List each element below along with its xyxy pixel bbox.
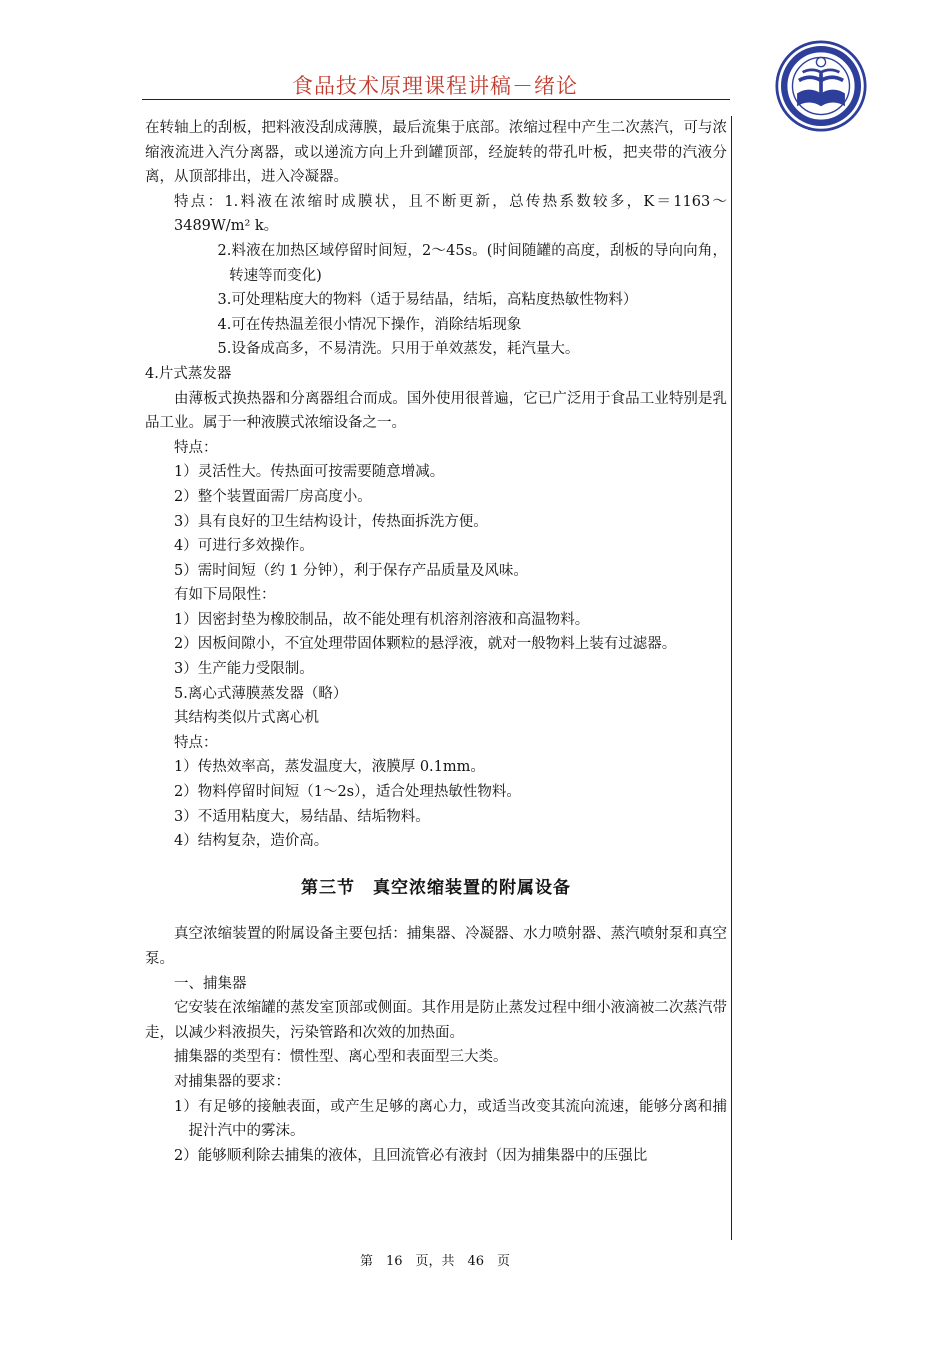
page-body: [145, 116, 727, 1168]
list-item: 1）有足够的接触表面，或产生足够的离心力，或适当改变其流向流速，能够分离和捕捉汁汽中的雾沫。: [174, 1098, 727, 1140]
paragraph: 捕集器的类型有：惯性型、离心型和表面型三大类。: [174, 1049, 508, 1066]
paragraph: 在转轴上的刮板，把料液没刮成薄膜，最后流集于底部。浓缩过程中产生二次蒸汽，可与浓缩液流进入汽分离器，或以递流方向上升到罐顶部，经旋转的带孔叶板，把夹带的汽液分离，从顶部排出，进入冷凝器。: [145, 120, 727, 186]
list-item: 2）因板间隙小，不宜处理带固体颗粒的悬浮液，就对一般物料上装有过滤器。: [174, 636, 677, 653]
list-item: 1）灵活性大。传热面可按需要随意增减。: [174, 464, 445, 481]
section-title: 第三节 真空浓缩装置的附属设备: [301, 877, 571, 898]
subheading: 5.离心式薄膜蒸发器（略）: [174, 685, 348, 702]
list-item: 5）需时间短（约 1 分钟），利于保存产品质量及风味。: [174, 562, 528, 579]
list-item: 3.可处理粘度大的物料（适于易结晶，结垢，高粘度热敏性物料）: [217, 292, 638, 309]
paragraph: 其结构类似片式离心机: [174, 710, 319, 727]
list-item: 2）能够顺利除去捕集的液体，且回流管必有液封（因为捕集器中的压强比: [174, 1147, 648, 1164]
list-item: 2）整个装置面需厂房高度小。: [174, 488, 372, 505]
feature-list-intro: 特点：1.料液在浓缩时成膜状，且不断更新，总传热系数较多，K＝1163～3489W/m² k。: [174, 193, 727, 235]
right-margin-rule: [731, 116, 732, 1240]
list-item: 2.料液在加热区域停留时间短，2～45s。(时间随罐的高度，刮板的导向向角，转速等而变化): [217, 242, 727, 284]
list-item: 4）可进行多效操作。: [174, 538, 314, 555]
list-item: 1）因密封垫为橡胶制品，故不能处理有机溶剂溶液和高温物料。: [174, 611, 590, 628]
page-footer: 第 16 页，共 46 页: [359, 1254, 511, 1269]
university-seal-icon: [775, 40, 867, 132]
paragraph: 它安装在浓缩罐的蒸发室顶部或侧面。其作用是防止蒸发过程中细小液滴被二次蒸汽带走，以减少料液损失，污染管路和次效的加热面。: [145, 1000, 727, 1041]
paragraph: 真空浓缩装置的附属设备主要包括：捕集器、冷凝器、水力喷射器、蒸汽喷射泵和真空泵。: [145, 926, 727, 967]
header-divider: [142, 99, 730, 100]
page-header-title: 食品技术原理课程讲稿－绪论: [292, 74, 578, 98]
label: 有如下局限性：: [174, 587, 276, 604]
label: 对捕集器的要求：: [174, 1073, 290, 1090]
list-item: 4.可在传热温差很小情况下操作，消除结垢现象: [217, 316, 522, 333]
list-item: 1）传热效率高，蒸发温度大，液膜厚 0.1mm。: [174, 759, 485, 776]
list-item: 5.设备成高多，不易清洗。只用于单效蒸发，耗汽量大。: [217, 341, 580, 358]
list-item: 3）生产能力受限制。: [174, 661, 314, 678]
label: 特点：: [174, 734, 218, 751]
subheading: 一、捕集器: [174, 975, 247, 992]
list-item: 3）不适用粘度大，易结晶、结垢物料。: [174, 808, 430, 825]
label: 特点：: [174, 439, 218, 456]
list-item: 2）物料停留时间短（1～2s），适合处理热敏性物料。: [174, 784, 521, 801]
paragraph: 由薄板式换热器和分离器组合而成。国外使用很普遍，它已广泛用于食品工业特别是乳品工业。属于一种液膜式浓缩设备之一。: [145, 390, 727, 432]
list-item: 4）结构复杂，造价高。: [174, 833, 329, 850]
subheading: 4.片式蒸发器: [145, 365, 232, 382]
list-item: 3）具有良好的卫生结构设计，传热面拆洗方便。: [174, 513, 488, 530]
